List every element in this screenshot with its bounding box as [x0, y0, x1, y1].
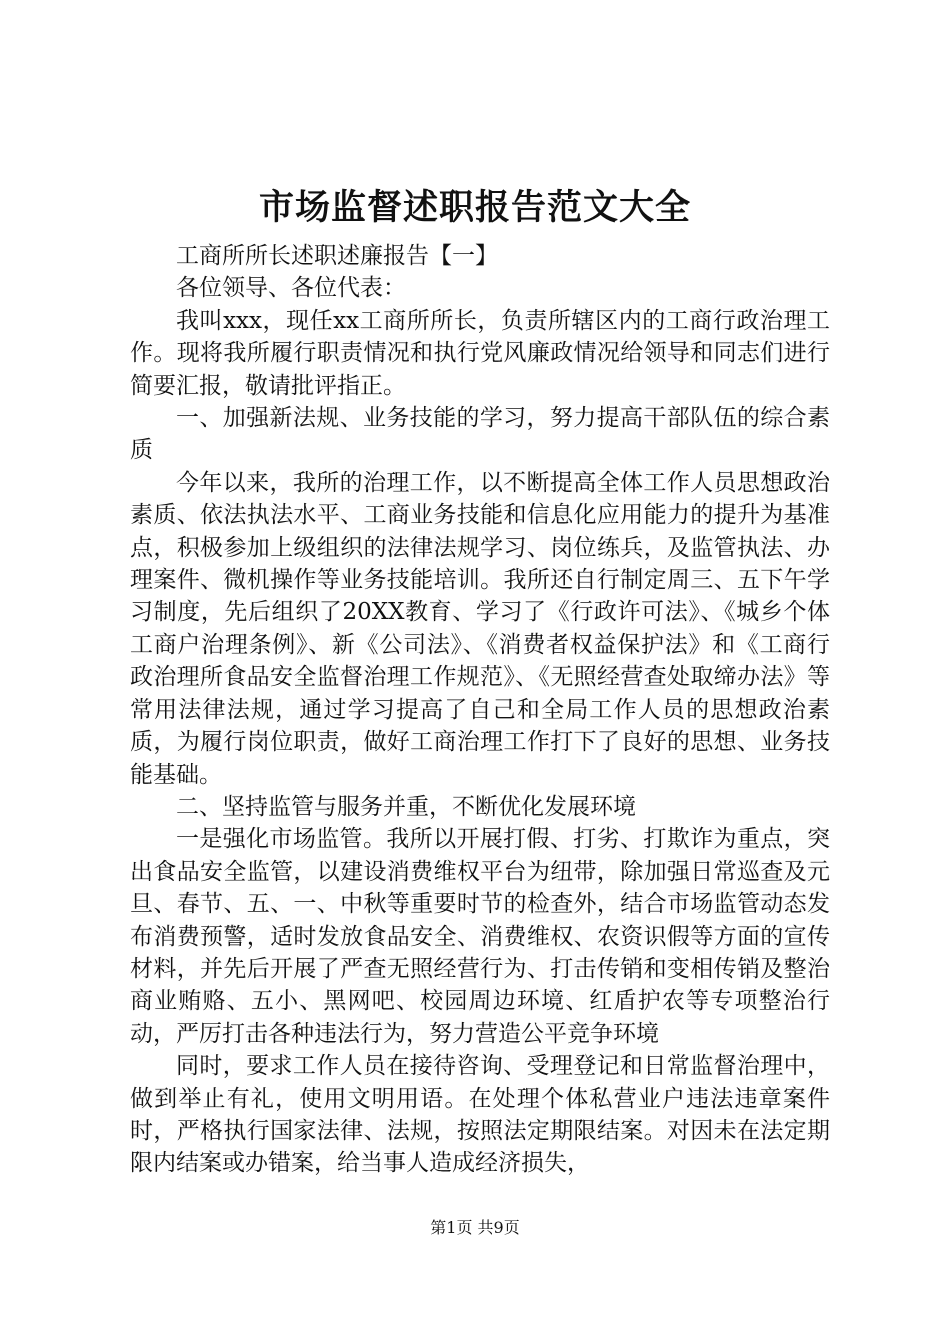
- document-title: 市场监督述职报告范文大全: [258, 187, 691, 228]
- document-body: [130, 240, 830, 1180]
- body-paragraph: 我叫xxx，现任xx工商所所长，负责所辖区内的工商行政治理工作。现将我所履行职责情况和执行党风廉政情况给领导和同志们进行简要汇报，敬请批评指正。: [130, 307, 830, 399]
- salutation: 各位领导、各位代表：: [176, 275, 406, 302]
- body-paragraph: 一是强化市场监管。我所以开展打假、打劣、打欺诈为重点，突出食品安全监管，以建设消费维权平台为纽带，除加强日常巡查及元旦、春节、五、一、中秋等重要时节的检查外，结合市场监管动态发布消费预警，适时发放食品安全、消费维权、农资识假等方面的宣传材料，并先后开展了严查无照经营行为、打击传销和变相传销及整治商业贿赂、五小、黑网吧、校园周边环境、红盾护农等专项整治行动，严厉打击各种违法行为，努力营造公平竞争环境: [130, 826, 830, 1047]
- section-heading: 二、坚持监管与服务并重，不断优化发展环境: [176, 793, 636, 820]
- section-heading: 工商所所长述职述廉报告【一】: [176, 243, 498, 269]
- body-paragraph: 同时，要求工作人员在接待咨询、受理登记和日常监督治理中，做到举止有礼，使用文明用语。在处理个体私营业户违法违章案件时，严格执行国家法律、法规，按照法定期限结案。对因未在法定期限内结案或办错案，给当事人造成经济损失，: [130, 1053, 830, 1177]
- section-heading: 一、加强新法规、业务技能的学习，努力提高干部队伍的综合素质: [130, 405, 830, 464]
- body-paragraph: 今年以来，我所的治理工作，以不断提高全体工作人员思想政治素质、依法执法水平、工商业务技能和信息化应用能力的提升为基准点，积极参加上级组织的法律法规学习、岗位练兵，及监管执法、办理案件、微机操作等业务技能培训。我所还自行制定周三、五下午学习制度，先后组织了20XX教育、学习了《行政许可法》、《城乡个体工商户治理条例》、新《公司法》、《消费者权益保护法》和《工商行政治理所食品安全监督治理工作规范》、《无照经营查处取缔办法》等常用法律法规，通过学习提高了自己和全局工作人员的思想政治素质，为履行岗位职责，做好工商治理工作打下了良好的思想、业务技能基础。: [130, 469, 830, 788]
- page-number-footer: 第1页 共9页: [430, 1218, 520, 1237]
